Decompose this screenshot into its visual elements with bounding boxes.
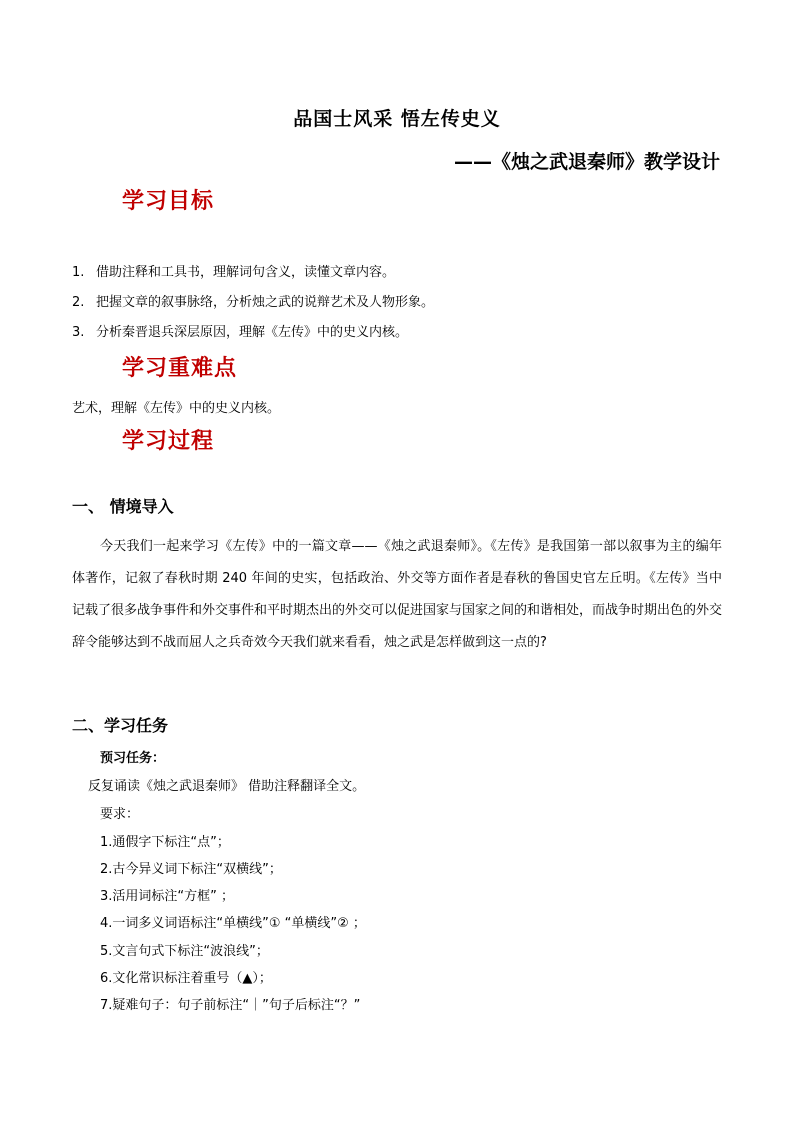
goal-item [72, 291, 434, 310]
part2-heading: 二、学习任务 [72, 716, 169, 735]
goal-number: 2. [72, 295, 85, 310]
requirement-item: 7.疑难句子：句子前标注“｜”句子后标注“？” [100, 998, 361, 1013]
part1-heading: 一、 情境导入 [72, 497, 174, 516]
goal-item [72, 261, 395, 280]
requirement-item: 3.活用词标注“方框” ； [100, 889, 235, 904]
goal-text: 分析秦晋退兵深层原因，理解《左传》中的史义内核。 [96, 325, 409, 340]
requirement-item: 1.通假字下标注“点”； [100, 835, 230, 850]
goal-number: 3. [72, 325, 85, 340]
key-points-text: 艺术，理解《左传》中的史义内核。 [72, 401, 281, 416]
goal-text: 借助注释和工具书，理解词句含义，读懂文章内容。 [96, 265, 396, 280]
preview-task-label: 预习任务： [100, 751, 166, 766]
requirement-item: 5.文言句式下标注“波浪线”； [100, 944, 269, 959]
goal-number: 1. [72, 265, 85, 280]
key-points-heading: 学习重难点 [122, 356, 238, 381]
requirement-item: 6.文化常识标注着重号（▲）； [100, 971, 272, 986]
requirement-item: 4.一词多义词语标注“单横线”① “单横线”② ； [100, 916, 366, 931]
document-subtitle: ——《烛之武退秦师》教学设计 [453, 151, 720, 173]
goal-item [72, 321, 408, 340]
goals-heading: 学习目标 [122, 189, 215, 214]
preview-instruction: 反复诵读《烛之武退秦师》 借助注释翻译全文。 [88, 779, 366, 794]
goal-text: 把握文章的叙事脉络，分析烛之武的说辩艺术及人物形象。 [96, 295, 435, 310]
document-title: 品国士风采 悟左传史义 [293, 108, 501, 130]
requirements-label: 要求： [100, 807, 140, 822]
intro-paragraph: 今天我们一起来学习《左传》中的一篇文章——《烛之武退秦师》。《左传》是我国第一部以叙事为主的编年体著作，记叙了春秋时期 240 年间的史实，包括政治、外交等方面作者是春秋的鲁国史官左丘明。《左传》当中记载了很多战争事件和外交事件和平时期杰出的外交可以促进国家与国家之间的和谐相处，而战争时期出色的外交辞令能够达到不战而屈人之兵奇效今天我们就来看看，烛之武是怎样做到这一点的? [72, 539, 723, 650]
requirement-item: 2.古今异义词下标注“双横线”； [100, 862, 282, 877]
process-heading: 学习过程 [122, 429, 215, 454]
